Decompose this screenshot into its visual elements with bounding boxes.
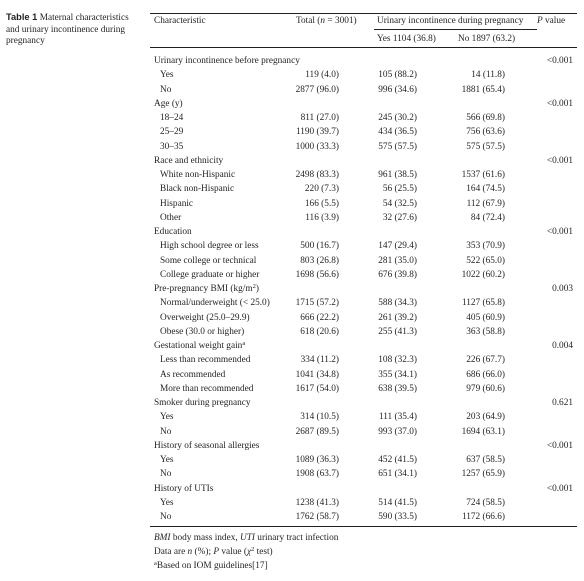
row-label: Other [160, 212, 182, 223]
row-label: Yes [160, 412, 174, 423]
cell-ui-yes: 514 (41.5) [378, 497, 417, 508]
row-label: As recommended [160, 369, 226, 380]
row-label: Yes [160, 70, 174, 81]
cell-ui-no: 979 (60.6) [466, 383, 505, 394]
cell-total: 666 (22.2) [300, 312, 339, 323]
cell-ui-yes: 590 (33.5) [378, 512, 417, 522]
cell-total: 2498 (83.3) [295, 170, 339, 180]
cell-ui-yes: 245 (30.2) [378, 113, 417, 123]
row-label: 18–24 [160, 113, 184, 123]
row-label: No [160, 512, 172, 522]
cell-ui-no: 1172 (66.6) [461, 512, 505, 522]
cell-total: 500 (16.7) [300, 241, 339, 252]
cell-ui-yes: 676 (39.8) [378, 269, 417, 280]
cell-total: 1617 (54.0) [295, 383, 339, 394]
cell-ui-no: 1537 (61.6) [461, 170, 505, 180]
table-label: Table 1 [6, 12, 38, 22]
footnote-iom: $^a$Based on IOM guidelines[17] [154, 560, 268, 571]
row-label: White non-Hispanic [160, 170, 236, 180]
cell-p-value: 0.004 [552, 341, 573, 351]
row-group-label: Age (y) [154, 98, 183, 109]
cell-total: 220 (7.3) [304, 184, 339, 195]
row-label: More than recommended [160, 383, 254, 394]
row-group-label: Urinary incontinence before pregnancy [154, 56, 300, 66]
row-label: Black non-Hispanic [160, 184, 235, 195]
group-rule [374, 29, 537, 30]
cell-ui-yes: 961 (38.5) [378, 170, 417, 180]
row-label: Hispanic [160, 198, 194, 209]
cell-ui-yes: 56 (25.5) [382, 184, 417, 195]
header-no: No 1897 (63.2) [458, 34, 516, 44]
cell-ui-no: 724 (58.5) [466, 497, 505, 508]
cell-ui-yes: 255 (41.3) [378, 326, 417, 337]
cell-total: 618 (20.6) [300, 326, 339, 337]
cell-ui-yes: 355 (34.1) [378, 369, 417, 380]
cell-ui-yes: 588 (34.3) [378, 298, 417, 309]
cell-ui-yes: 111 (35.4) [378, 412, 417, 423]
cell-ui-no: 1694 (63.1) [461, 426, 505, 437]
cell-ui-no: 566 (69.8) [466, 113, 505, 123]
cell-total: 2877 (96.0) [295, 84, 339, 95]
cell-ui-no: 203 (64.9) [466, 412, 505, 423]
row-label: Less than recommended [160, 355, 251, 366]
cell-ui-no: 14 (11.8) [471, 70, 505, 81]
cell-ui-yes: 105 (88.2) [378, 70, 417, 81]
cell-total: 1762 (58.7) [295, 512, 339, 522]
cell-ui-no: 1257 (65.9) [461, 469, 505, 480]
cell-ui-yes: 651 (34.1) [378, 469, 417, 480]
cell-total: 803 (26.8) [300, 255, 339, 266]
row-label: Some college or technical [160, 255, 257, 266]
cell-p-value: <0.001 [546, 227, 573, 237]
row-label: Overweight (25.0–29.9) [160, 312, 250, 323]
cell-p-value: <0.001 [546, 155, 573, 166]
cell-total: 166 (5.5) [304, 198, 339, 209]
row-label: Normal/underweight (< 25.0) [160, 298, 270, 309]
cell-ui-no: 1022 (60.2) [461, 269, 505, 280]
row-label: College graduate or higher [160, 269, 260, 280]
table-title: Maternal characteristics and urinary incontinence during pregnancy [6, 13, 129, 46]
cell-ui-no: 1881 (65.4) [461, 84, 505, 95]
cell-ui-no: 226 (67.7) [466, 355, 505, 366]
cell-total: 1908 (63.7) [295, 469, 339, 480]
row-group-label: Pre-pregnancy BMI $(kg/m^2)$ [154, 283, 259, 294]
row-group-label: Gestational weight gain$^a$ [154, 340, 246, 351]
cell-ui-no: 112 (67.9) [466, 198, 505, 209]
row-label: High school degree or less [160, 241, 259, 252]
row-group-label: Education [154, 227, 192, 237]
cell-ui-no: 405 (60.9) [466, 312, 505, 323]
row-label: No [160, 84, 172, 95]
cell-total: 314 (10.5) [300, 412, 339, 423]
row-label: 30–35 [160, 141, 184, 152]
header-ui-group: Urinary incontinence during pregnancy [377, 16, 524, 26]
row-label: Obese (30.0 or higher) [160, 326, 245, 337]
cell-ui-yes: 452 (41.5) [378, 455, 417, 465]
row-label: No [160, 469, 172, 480]
table-caption [6, 12, 140, 48]
cell-total: 1190 (39.7) [295, 127, 339, 138]
cell-total: 1089 (36.3) [295, 455, 339, 465]
footnote-data: Data are n (%); P value ($\chi^2$ test) [154, 546, 273, 557]
cell-ui-yes: 434 (36.5) [378, 127, 417, 138]
cell-ui-no: 363 (58.8) [466, 326, 505, 337]
cell-ui-no: 353 (70.9) [466, 241, 505, 252]
footnote-abbreviations: BMI body mass index, UTI urinary tract infection [154, 533, 339, 543]
row-label: Yes [160, 455, 174, 465]
cell-ui-yes: 108 (32.3) [378, 355, 417, 366]
cell-p-value: <0.001 [546, 98, 573, 109]
top-rule [150, 13, 577, 14]
row-label: Yes [160, 497, 174, 508]
row-label: 25–29 [160, 127, 184, 138]
row-group-label: Race and ethnicity [154, 155, 224, 166]
header-total: Total (n = 3001) [296, 16, 357, 26]
cell-ui-no: 1127 (65.8) [461, 298, 505, 309]
cell-ui-yes: 993 (37.0) [378, 426, 417, 437]
row-group-label: Smoker during pregnancy [154, 398, 251, 408]
header-characteristic: Characteristic [154, 16, 206, 26]
cell-p-value: <0.001 [546, 56, 573, 66]
row-group-label: History of seasonal allergies [154, 440, 260, 451]
cell-total: 116 (3.9) [305, 212, 339, 223]
cell-p-value: 0.621 [552, 398, 573, 408]
cell-ui-yes: 575 (57.5) [378, 141, 417, 152]
cell-total: 334 (11.2) [300, 355, 339, 366]
cell-ui-no: 522 (65.0) [466, 255, 505, 266]
cell-total: 1698 (56.6) [295, 269, 339, 280]
cell-ui-no: 164 (74.5) [466, 184, 505, 195]
cell-total: 2687 (89.5) [295, 426, 339, 437]
cell-ui-no: 756 (63.6) [466, 127, 505, 138]
header-p-value: P value [537, 16, 566, 26]
header-yes: Yes 1104 (36.8) [377, 34, 436, 44]
cell-ui-yes: 54 (32.5) [382, 198, 417, 209]
cell-total: 1238 (41.3) [295, 497, 339, 508]
row-label: No [160, 426, 172, 437]
header-rule [150, 47, 577, 48]
cell-total: 1041 (34.8) [295, 369, 339, 380]
cell-p-value: <0.001 [546, 440, 573, 451]
cell-ui-yes: 281 (35.0) [378, 255, 417, 266]
cell-p-value: <0.001 [546, 483, 573, 494]
cell-ui-yes: 147 (29.4) [378, 241, 417, 252]
cell-ui-no: 637 (58.5) [466, 455, 505, 465]
cell-ui-yes: 261 (39.2) [378, 312, 417, 323]
cell-ui-no: 84 (72.4) [470, 212, 505, 223]
row-group-label: History of UTIs [154, 483, 214, 494]
cell-ui-yes: 32 (27.6) [382, 212, 417, 223]
cell-ui-no: 575 (57.5) [466, 141, 505, 152]
cell-total: 1000 (33.3) [295, 141, 339, 152]
cell-ui-no: 686 (66.0) [466, 369, 505, 380]
cell-ui-yes: 996 (34.6) [378, 84, 417, 95]
cell-total: 1715 (57.2) [295, 298, 339, 309]
bottom-rule [150, 526, 577, 527]
cell-ui-yes: 638 (39.5) [378, 383, 417, 394]
cell-total: 119 (4.0) [305, 70, 339, 81]
cell-total: 811 (27.0) [300, 113, 339, 123]
cell-p-value: 0.003 [552, 284, 573, 294]
